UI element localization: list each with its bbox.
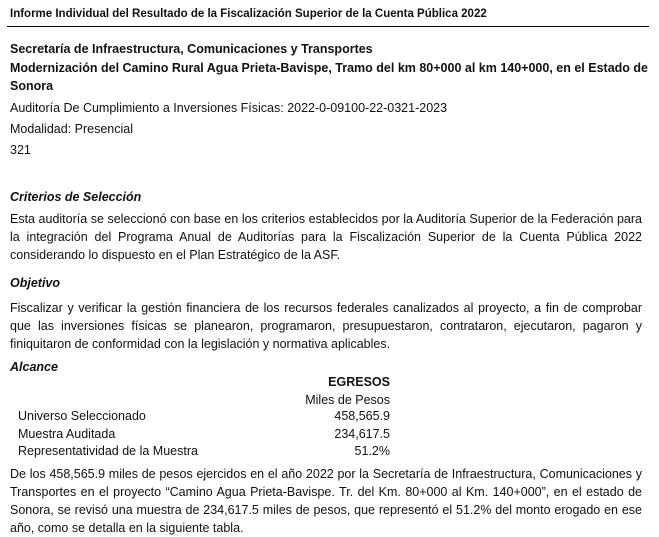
objetivo-heading: Objetivo [10,276,61,290]
project-title-line2: Sonora [10,79,54,93]
row-label: Muestra Auditada [18,427,116,441]
modality: Modalidad: Presencial [10,122,133,136]
alcance-text: De los 458,565.9 miles de pesos ejercidos en el año 2022 por la Secretaría de Infraestructura, Comunicaciones y Transportes en el proyecto “Camino Agua Prieta-Bavispe. Tr. del Km. 80+000 al Km. 140+000”, en el estado de Sonora, se revisó una muestra de 234,617.5 miles de pesos, que representó el 51.2% del monto erogado en ese año, como se detalla en la siguiente tabla. [10,467,642,535]
audit-number: 321 [10,143,31,157]
row-value: 51.2% [354,444,390,458]
row-value: 458,565.9 [334,409,390,423]
row-value: 234,617.5 [334,427,390,441]
table-row [18,409,390,426]
entity-name: Secretaría de Infraestructura, Comunicaciones y Transportes [10,42,373,56]
column-unit: Miles de Pesos [305,393,390,407]
project-title-line1: Modernización del Camino Rural Agua Prieta-Bavispe, Tramo del km 80+000 al km 140+000, en el Estado de [10,61,648,75]
criterios-text: Esta auditoría se seleccionó con base en los criterios establecidos por la Auditoría Superior de la Federación para la integración del Programa Anual de Auditorías para la Fiscalización Superior de la Cuenta Pública 2022 considerando lo dispuesto en el Plan Estratégico de la ASF. [10,212,642,262]
audit-line: Auditoría De Cumplimiento a Inversiones Físicas: 2022-0-09100-22-0321-2023 [10,101,448,115]
criterios-heading: Criterios de Selección [10,190,142,204]
table-row [18,427,390,444]
row-label: Representatividad de la Muestra [18,444,198,458]
alcance-heading: Alcance [10,360,58,374]
report-header: Informe Individual del Resultado de la Fiscalización Superior de la Cuenta Pública 2022 [10,8,487,20]
row-label: Universo Seleccionado [18,409,146,423]
table-row [18,444,390,461]
column-header: EGRESOS [328,375,390,389]
header-rule [7,26,649,27]
objetivo-text: Fiscalizar y verificar la gestión financiera de los recursos federales canalizados al proyecto, a fin de comprobar que las inversiones físicas se planearon, programaron, presupuestaron, contrataron, ejecutaron, pagaron y finiquitaron de conformidad con la legislación y normativa aplicables. [10,301,642,351]
